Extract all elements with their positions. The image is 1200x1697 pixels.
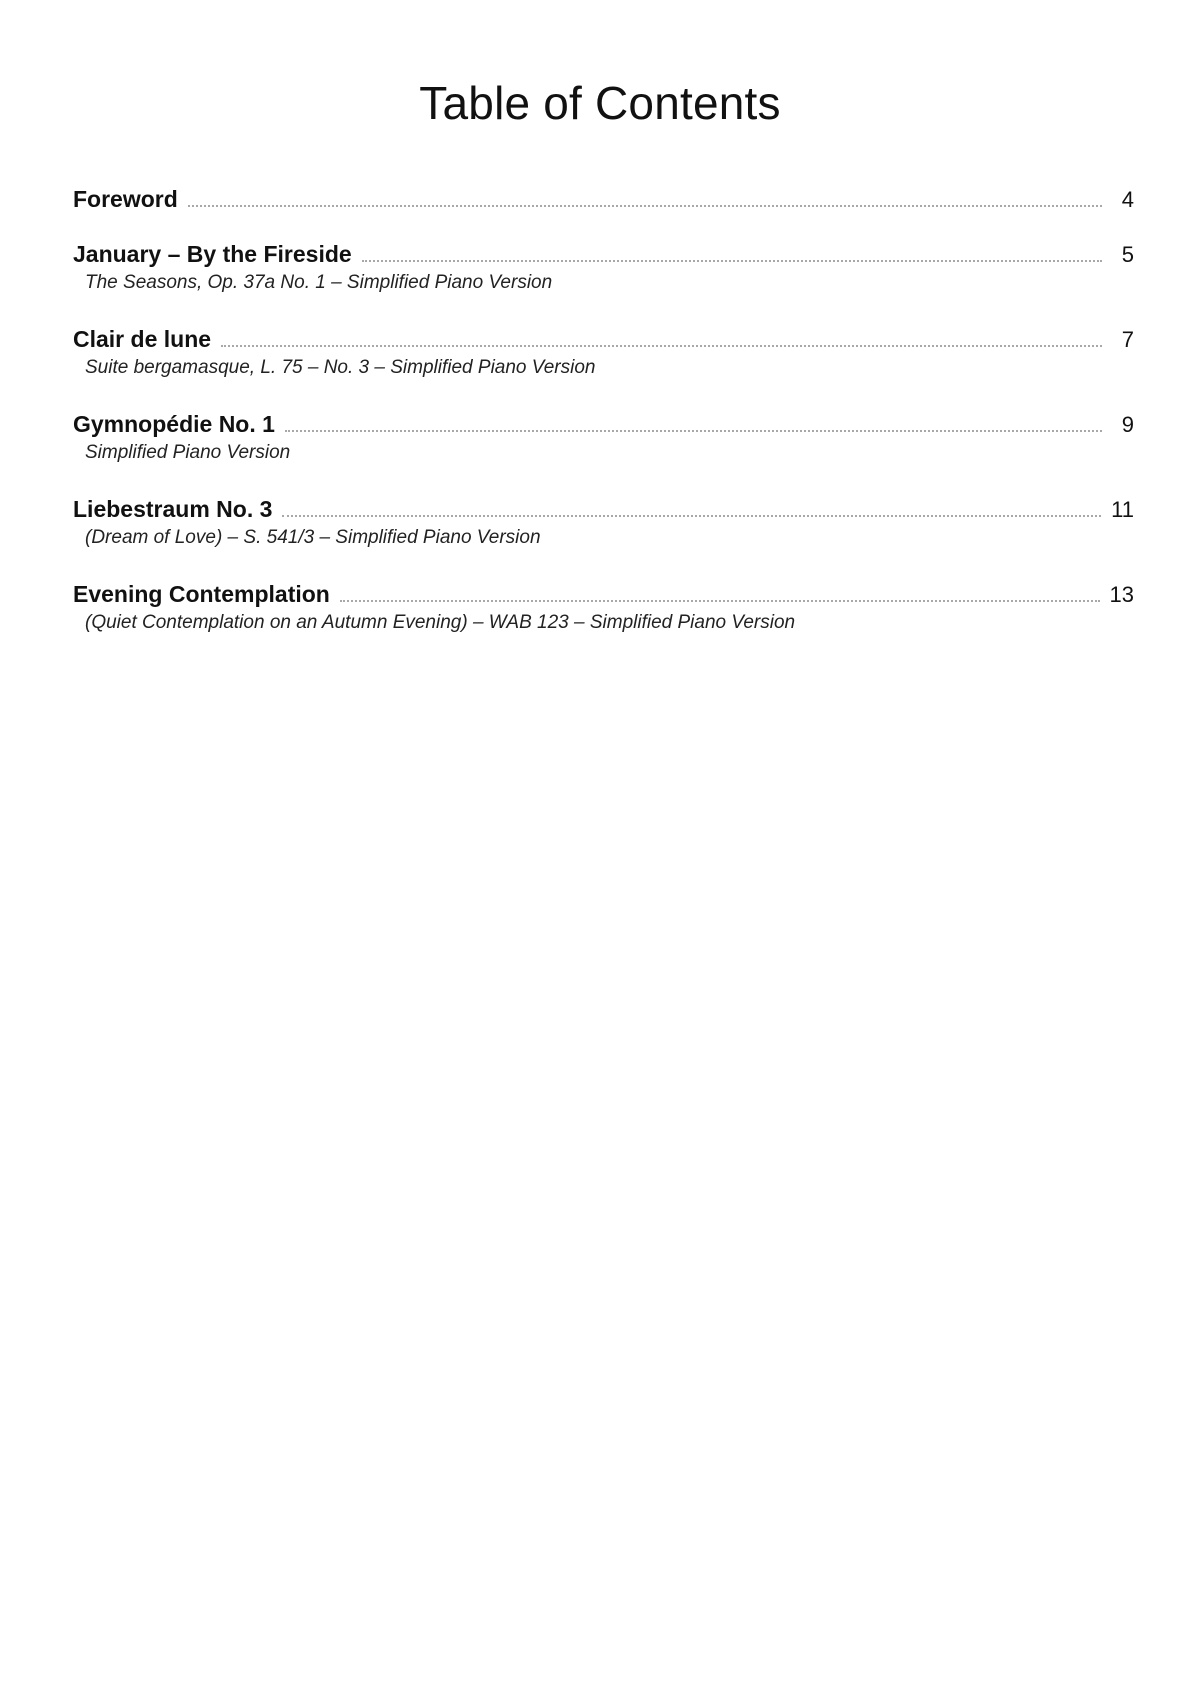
- toc-row: [73, 408, 1134, 440]
- toc-entry-label: Clair de lune: [73, 326, 212, 352]
- toc-row: [73, 238, 1134, 270]
- dot-leader: [340, 600, 1100, 602]
- toc-entry-foreword[interactable]: [73, 183, 1134, 238]
- toc-entry-clair-de-lune[interactable]: [73, 323, 1134, 408]
- dot-leader: [282, 515, 1101, 517]
- toc-row: [73, 183, 1134, 215]
- toc-page-number: 9: [1121, 412, 1134, 437]
- toc-row: [73, 578, 1134, 610]
- toc-entry-subtitle: Suite bergamasque, L. 75 – No. 3 – Simplified Piano Version: [85, 357, 596, 378]
- toc-entry-evening-contemplation[interactable]: [73, 578, 1134, 663]
- dot-leader: [221, 345, 1102, 347]
- toc-page-number: 7: [1121, 327, 1134, 352]
- toc-entry-subtitle: (Quiet Contemplation on an Autumn Evening) – WAB 123 – Simplified Piano Version: [85, 612, 796, 633]
- toc-entry-gymnopedie[interactable]: [73, 408, 1134, 493]
- toc-page-number: 11: [1111, 497, 1134, 522]
- toc-list: [73, 183, 1134, 663]
- dot-leader: [362, 260, 1102, 262]
- toc-entry-subtitle: Simplified Piano Version: [85, 442, 291, 463]
- toc-entry-liebestraum[interactable]: [73, 493, 1134, 578]
- toc-row: [73, 323, 1134, 355]
- toc-entry-label: Gymnopédie No. 1: [73, 411, 275, 437]
- toc-entry-label: Liebestraum No. 3: [73, 496, 273, 522]
- toc-entry-label: January – By the Fireside: [73, 241, 352, 267]
- toc-page-number: 5: [1121, 242, 1134, 267]
- dot-leader: [188, 205, 1102, 207]
- dot-leader: [285, 430, 1102, 432]
- toc-page-number: 13: [1109, 582, 1134, 607]
- toc-page-number: 4: [1121, 187, 1134, 212]
- toc-entry-january[interactable]: [73, 238, 1134, 323]
- toc-entry-label: Foreword: [73, 186, 178, 212]
- toc-entry-label: Evening Contemplation: [73, 581, 330, 607]
- page-title: Table of Contents: [419, 77, 781, 129]
- toc-entry-subtitle: (Dream of Love) – S. 541/3 – Simplified Piano Version: [85, 527, 541, 548]
- toc-entry-subtitle: The Seasons, Op. 37a No. 1 – Simplified Piano Version: [85, 272, 553, 293]
- toc-row: [73, 493, 1134, 525]
